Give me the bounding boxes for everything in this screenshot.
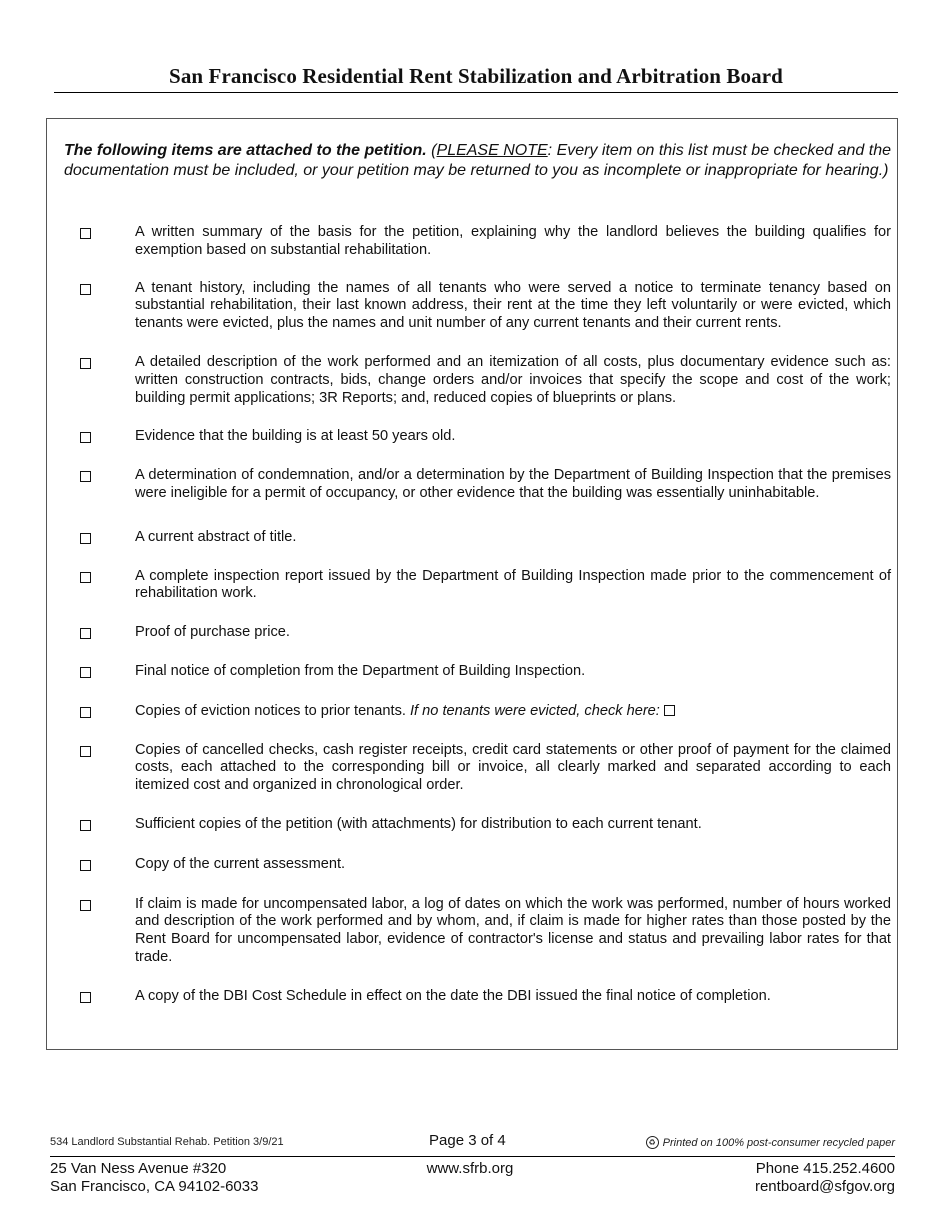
checklist-item-text: A tenant history, including the names of all tenants who were served a notice to terminate tenancy based on substantial rehabilitation, their last known address, their rent at the time they left voluntarily or were evicted, which tenants were evicted, plus the names and unit number of any current tenants and their current rents. (135, 279, 891, 332)
no-eviction-checkbox[interactable] (664, 705, 675, 716)
address-line-1: 25 Van Ness Avenue #320 (50, 1160, 227, 1177)
checklist-item (64, 703, 891, 721)
page-title: San Francisco Residential Rent Stabilization and Arbitration Board (169, 64, 783, 88)
checklist-item-text (135, 703, 891, 721)
checkbox[interactable] (80, 572, 91, 583)
checkbox[interactable] (80, 628, 91, 639)
checkbox[interactable] (80, 746, 91, 757)
checklist-item-text: A determination of condemnation, and/or a determination by the Department of Building Inspection that the premises were ineligible for a permit of occupancy, or other evidence that the building was essentially uninhabitable. (135, 467, 891, 501)
checklist-item (64, 428, 891, 446)
checklist-item-text: A written summary of the basis for the petition, explaining why the landlord believes the building qualifies for exemption based on substantial rehabilitation. (135, 224, 891, 258)
checklist-item-text: Copy of the current assessment. (135, 855, 346, 872)
checklist-item (64, 224, 891, 260)
intro-paragraph (64, 141, 891, 180)
checklist-item-text: Proof of purchase price. (135, 624, 290, 641)
title-underline (54, 92, 898, 93)
checkbox[interactable] (80, 860, 91, 871)
phone-number: Phone 415.252.4600 (755, 1160, 895, 1177)
checkbox[interactable] (80, 820, 91, 831)
checklist-item (64, 624, 891, 642)
checklist-item (64, 742, 891, 795)
checkbox[interactable] (80, 667, 91, 678)
checkbox[interactable] (80, 228, 91, 239)
address-line-2: San Francisco, CA 94102-6033 (50, 1178, 259, 1195)
checklist-item (64, 816, 891, 834)
checklist-item-text: Copies of cancelled checks, cash register receipts, credit card statements or other proof of payment for the claimed costs, each attached to the corresponding bill or invoice, all clearly marked and separated according to each itemized cost and organized in chronological order. (135, 741, 891, 794)
checkbox[interactable] (80, 358, 91, 369)
checklist-item (64, 354, 891, 407)
contact-info (755, 1160, 895, 1196)
recycled-note (646, 1136, 895, 1149)
checklist-item (64, 568, 891, 604)
checkbox[interactable] (80, 284, 91, 295)
checklist-item-text: Final notice of completion from the Department of Building Inspection. (135, 662, 586, 679)
checklist-item-text: Sufficient copies of the petition (with attachments) for distribution to each current tenant. (135, 815, 702, 832)
website[interactable]: www.sfrb.org (426, 1160, 514, 1177)
checkbox[interactable] (80, 707, 91, 718)
form-id: 534 Landlord Substantial Rehab. Petition 3/9/21 (50, 1136, 284, 1148)
checkbox[interactable] (80, 992, 91, 1003)
checkbox[interactable] (80, 471, 91, 482)
checklist-item (64, 663, 891, 681)
intro-note-text: : Every item on this list must be checked and the documentation must be included, or your petition may be returned to you as incomplete or inappropriate for hearing.) (64, 142, 891, 179)
page-number: Page 3 of 4 (429, 1132, 506, 1149)
checklist-item-text: A copy of the DBI Cost Schedule in effect on the date the DBI issued the final notice of completion. (135, 987, 771, 1004)
intro-bold: The following items are attached to the petition. (64, 142, 427, 159)
checklist-item (64, 280, 891, 333)
checklist-item-text: If claim is made for uncompensated labor, a log of dates on which the work was performed, number of hours worked and description of the work performed and by whom, and, if claim is made for higher rates than those posted by the Rent Board for uncompensated labor, evidence of contractor's license and status and prevailing labor rates for that trade. (135, 895, 891, 965)
checkbox[interactable] (80, 900, 91, 911)
checkbox[interactable] (80, 533, 91, 544)
checklist-item-text: Evidence that the building is at least 50 years old. (135, 428, 456, 445)
checklist-item (64, 467, 891, 503)
intro-paren: ( (426, 142, 437, 159)
recycle-icon: ♻ (646, 1136, 659, 1149)
eviction-notice-text: Copies of eviction notices to prior tenants. (135, 702, 410, 719)
checklist-item-text: A current abstract of title. (135, 528, 297, 545)
checklist-item (64, 856, 891, 874)
checklist-item (64, 988, 891, 1006)
checkbox[interactable] (80, 432, 91, 443)
attachment-checklist (64, 224, 891, 1006)
please-note-label: PLEASE NOTE (436, 142, 548, 159)
checklist-item (64, 896, 891, 967)
checklist-item-text: A complete inspection report issued by the Department of Building Inspection made prior to the commencement of rehabilitation work. (135, 567, 891, 602)
recycled-text: Printed on 100% post-consumer recycled paper (662, 1136, 895, 1149)
checklist-item-text: A detailed description of the work performed and an itemization of all costs, plus documentary evidence such as: written construction contracts, bids, change orders and/or invoices that specify the scope and cost of the work; building permit applications; 3R Reports; and, reduced copies of blueprints or plans. (135, 353, 891, 406)
checklist-item (64, 529, 891, 547)
footer-divider (50, 1156, 895, 1157)
no-eviction-prompt: If no tenants were evicted, check here: (410, 702, 660, 719)
email-address[interactable]: rentboard@sfgov.org (754, 1178, 895, 1195)
